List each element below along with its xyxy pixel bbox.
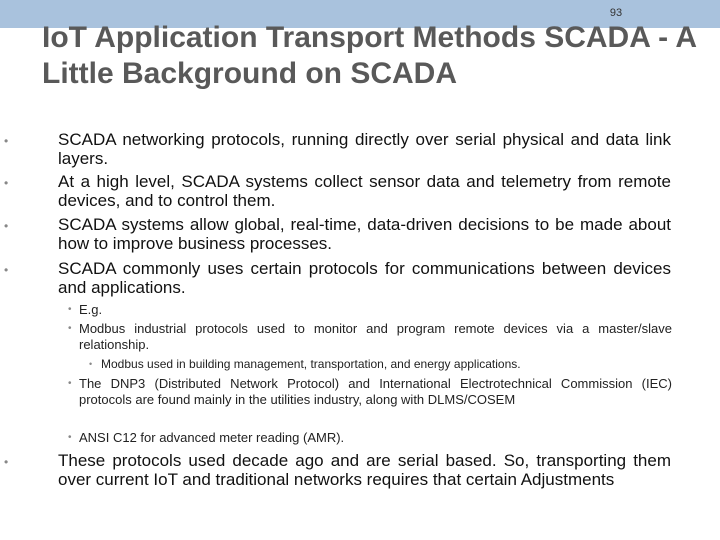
slide-title: IoT Application Transport Methods SCADA - A Little Background on SCADA	[42, 21, 696, 90]
sub-bullet-marker: •	[68, 378, 72, 389]
bullet-marker: •	[4, 455, 9, 469]
sub-bullet-marker: •	[68, 323, 72, 334]
sub-bullet-2: Modbus industrial protocols used to monitor and program remote devices via a master/slave relationship.	[79, 321, 672, 352]
bullet-marker: •	[4, 219, 9, 233]
sub-sub-bullet-marker: •	[89, 359, 93, 369]
sub-bullet-1: E.g.	[79, 302, 103, 317]
sub-bullet-4: ANSI C12 for advanced meter reading (AMR).	[79, 430, 345, 445]
bullet-1: SCADA networking protocols, running directly over serial physical and data link layers.	[58, 130, 671, 168]
bullet-2: At a high level, SCADA systems collect sensor data and telemetry from remote devices, and to control them.	[58, 172, 671, 210]
bullet-4: SCADA commonly uses certain protocols for communications between devices and applications.	[58, 259, 671, 297]
sub-bullet-marker: •	[68, 304, 72, 315]
sub-sub-bullet-1: Modbus used in building management, transportation, and energy applications.	[101, 357, 521, 371]
sub-bullet-marker: •	[68, 432, 72, 443]
bullet-3: SCADA systems allow global, real-time, data-driven decisions to be made about how to improve business processes.	[58, 215, 671, 253]
sub-bullet-3: The DNP3 (Distributed Network Protocol) and International Electrotechnical Commission (IEC) protocols are found mainly in the utilities industry, along with DLMS/COSEM	[79, 376, 672, 407]
bullet-marker: •	[4, 176, 9, 190]
bullet-marker: •	[4, 134, 9, 148]
slide-number: 93	[609, 7, 623, 19]
bullet-marker: •	[4, 263, 9, 277]
bullet-5: These protocols used decade ago and are serial based. So, transporting them over current IoT and traditional networks requires that certain Adjustments	[58, 451, 671, 489]
